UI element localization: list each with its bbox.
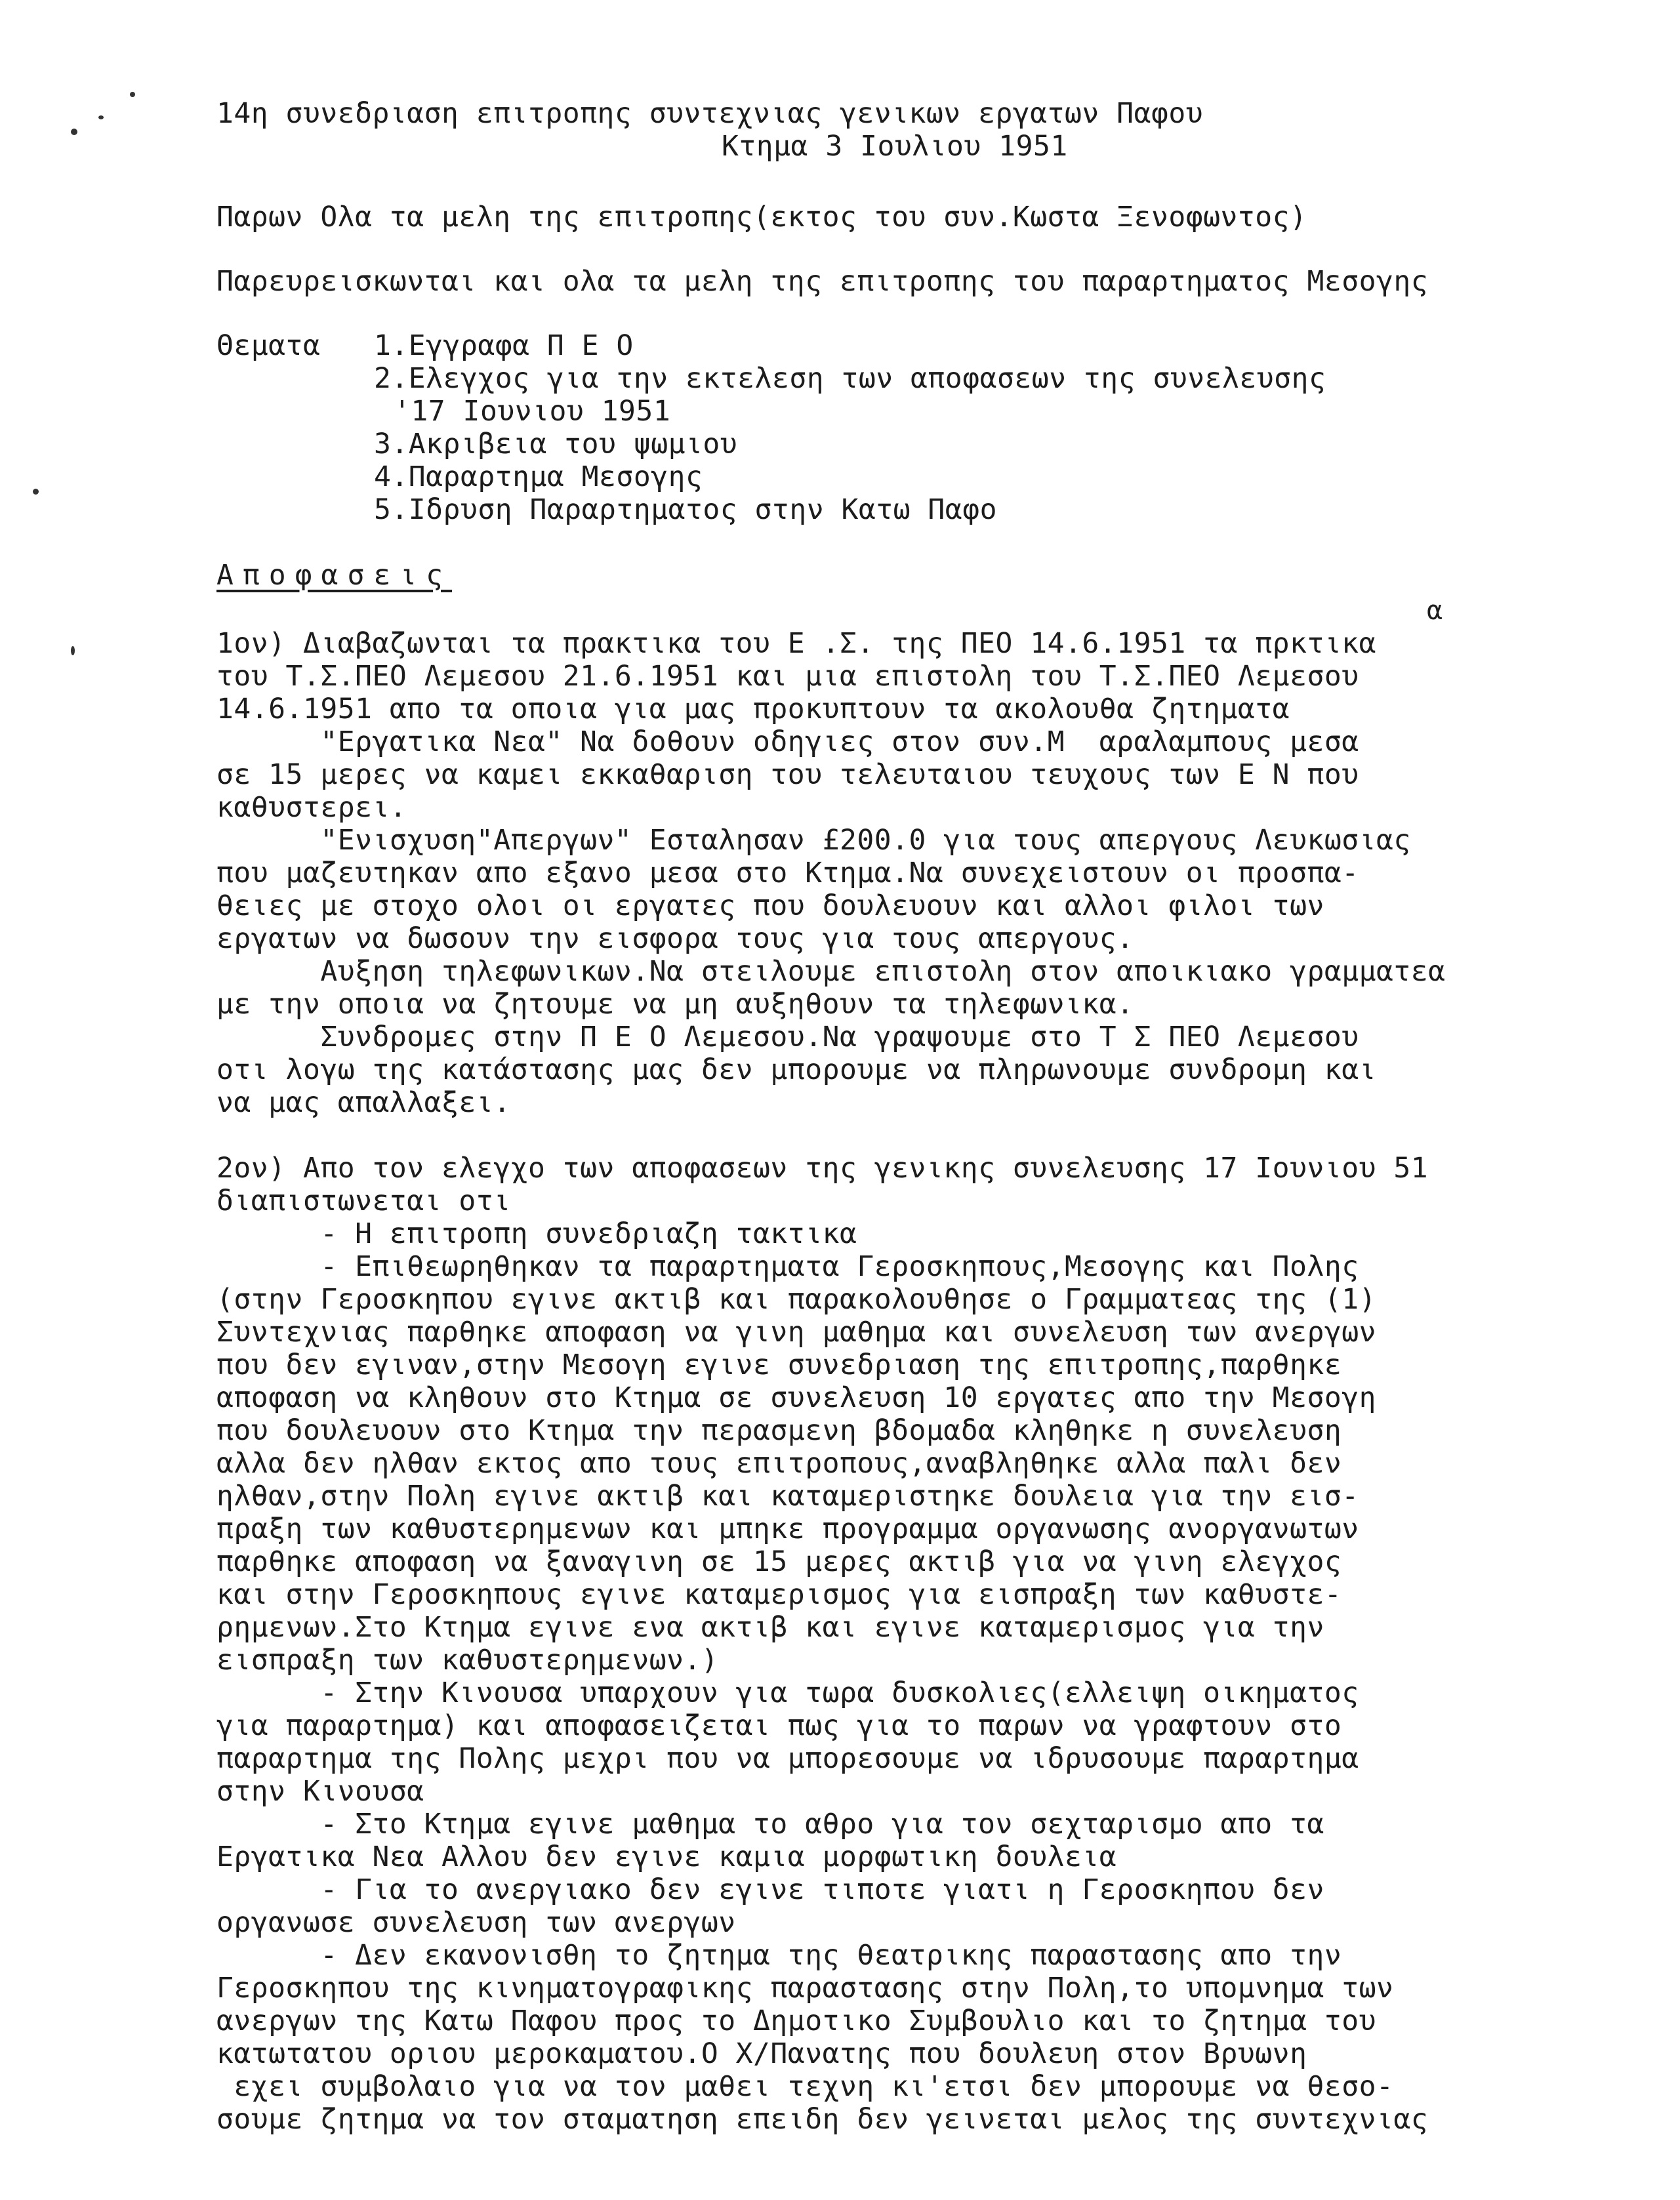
section2-line: σουμε ζητημα να τον σταματηση επειδη δεν γεινεται μελος της συντεχνιας — [216, 2103, 1429, 2136]
section1-line: του Τ.Σ.ΠΕΟ Λεμεσου 21.6.1951 και μια επιστολη του Τ.Σ.ΠΕΟ Λεμεσου — [216, 660, 1359, 693]
agenda-label: Θεματα — [216, 329, 321, 362]
section1-line: 14.6.1951 απο τα οποια για μας προκυπτουν τα ακολουθα ζητηματα — [216, 693, 1290, 725]
section1-line: καθυστερει. — [216, 791, 407, 824]
section1-line: θειες με στοχο ολοι οι εργατες που δουλευουν και αλλοι φιλοι των — [216, 889, 1324, 922]
agenda-item: 3.Ακριβεια του ψωμιου — [374, 428, 738, 460]
scan-speck — [71, 129, 77, 135]
section1-line: σε 15 μερες να καμει εκκαθαριση του τελευταιου τευχους των Ε Ν που — [216, 758, 1359, 791]
section2-line: - Δεν εκανονισθη το ζητημα της θεατρικης παραστασης απο την — [216, 1939, 1342, 1972]
section2-line: - Για το ανεργιακο δεν εγινε τιποτε γιατι η Γεροσκηπου δεν — [216, 1873, 1324, 1906]
section2-line: που δεν εγιναν,στην Μεσογη εγινε συνεδριαση της επιτροπης,παρθηκε — [216, 1349, 1342, 1381]
section2-line: πραξη των καθυστερημενων και μπηκε προγραμμα οργανωσης ανοργανωτων — [216, 1513, 1359, 1545]
section2-line: (στην Γεροσκηπου εγινε ακτιβ και παρακολουθησε ο Γραμματεας της (1) — [216, 1283, 1377, 1316]
section1-line: 1ον) Διαβαζωνται τα πρακτικα του Ε .Σ. της ΠΕΟ 14.6.1951 τα πρκτικα — [216, 627, 1377, 660]
section1-line: εργατων να δωσουν την εισφορα τους για τους απεργους. — [216, 922, 1134, 955]
section2-line: 2ον) Απο τον ελεγχο των αποφασεων της γενικης συνελευσης 17 Ιουνιου 51 — [216, 1152, 1429, 1185]
section2-line: κατωτατου οριου μεροκαματου.Ο Χ/Πανατης που δουλευη στον Βρυωνη — [216, 2037, 1307, 2070]
attendance-also-present: Παρευρεισκωνται και ολα τα μελη της επιτροπης του παραρτηματος Μεσογης — [216, 265, 1429, 298]
section2-line: - Στην Κινουσα υπαρχουν για τωρα δυσκολιες(ελλειψη οικηματος — [216, 1677, 1359, 1709]
agenda-item: 2.Ελεγχος για την εκτελεση των αποφασεων της συνελευσης — [374, 362, 1326, 395]
document-title: 14η συνεδριαση επιτροπης συντεχνιας γενικων εργατων Παφου — [216, 97, 1204, 130]
agenda-item: 1.Εγγραφα Π Ε Ο — [374, 329, 634, 362]
section2-line: αλλα δεν ηλθαν εκτος απο τους επιτροπους,αναβληθηκε αλλα παλι δεν — [216, 1447, 1342, 1480]
attendance-present: Παρων Ολα τα μελη της επιτροπης(εκτος του συν.Κωστα Ξενοφωντος) — [216, 201, 1307, 234]
section2-line: παραρτημα της Πολης μεχρι που να μπορεσουμε να ιδρυσουμε παραρτημα — [216, 1742, 1359, 1775]
section2-line: οργανωσε συνελευση των ανεργων — [216, 1906, 736, 1939]
scan-speck — [98, 115, 104, 119]
section1-line: που μαζευτηκαν απο εξανο μεσα στο Κτημα.Να συνεχειστουν οι προσπα- — [216, 857, 1359, 889]
marginal-note: α — [1427, 596, 1443, 626]
section1-line: "Ενισχυση"Απεργων" Εσταλησαν £200.0 για τους απεργους Λευκωσιας — [216, 824, 1411, 857]
section1-line: "Εργατικα Νεα" Να δοθουν οδηγιες στον συν.Μ αραλαμπους μεσα — [216, 725, 1359, 758]
section2-line: Συντεχνιας παρθηκε αποφαση να γινη μαθημα και συνελευση των ανεργων — [216, 1316, 1377, 1349]
section2-line: ανεργων της Κατω Παφου προς το Δημοτικο Συμβουλιο και το ζητημα του — [216, 2005, 1377, 2037]
section2-line: εχει συμβολαιο για να τον μαθει τεχνη κι'ετσι δεν μπορουμε να θεσο- — [216, 2070, 1394, 2103]
section2-line: Εργατικα Νεα Αλλου δεν εγινε καμια μορφωτικη δουλεια — [216, 1841, 1117, 1873]
section2-line: στην Κινουσα — [216, 1775, 424, 1808]
section2-line: για παραρτημα) και αποφασειζεται πως για το παρων να γραφτουν στο — [216, 1709, 1342, 1742]
section2-line: Γεροσκηπου της κινηματογραφικης παραστασης στην Πολη,το υπομνημα των — [216, 1972, 1394, 2005]
section1-line: Αυξηση τηλεφωνικων.Να στειλουμε επιστολη στον αποικιακο γραμματεα — [216, 955, 1446, 988]
section2-line: ρημενων.Στο Κτημα εγινε ενα ακτιβ και εγινε καταμερισμος για την — [216, 1611, 1324, 1644]
section2-line: ηλθαν,στην Πολη εγινε ακτιβ και καταμεριστηκε δουλεια για την εισ- — [216, 1480, 1359, 1513]
section2-line: διαπιστωνεται οτι — [216, 1185, 511, 1217]
section1-line: Συνδρομες στην Π Ε Ο Λεμεσου.Να γραψουμε στο Τ Σ ΠΕΟ Λεμεσου — [216, 1021, 1359, 1053]
document-date: Κτημα 3 Ιουλιου 1951 — [722, 130, 1068, 163]
section1-line: με την οποια να ζητουμε να μη αυξηθουν τα τηλεφωνικα. — [216, 988, 1134, 1021]
section2-line: και στην Γεροσκηπους εγινε καταμερισμος για εισπραξη των καθυστε- — [216, 1578, 1342, 1611]
section1-line: να μας απαλλαξει. — [216, 1086, 511, 1119]
section2-line: - Στο Κτημα εγινε μαθημα το αθρο για τον σεχταρισμο απο τα — [216, 1808, 1324, 1841]
section2-line: - Η επιτροπη συνεδριαζη τακτικα — [216, 1217, 857, 1250]
scan-speck — [130, 92, 135, 97]
section2-line: - Επιθεωρηθηκαν τα παραρτηματα Γεροσκηπους,Μεσογης και Πολης — [216, 1250, 1359, 1283]
section2-line: που δουλευουν στο Κτημα την περασμενη βδομαδα κληθηκε η συνελευση — [216, 1414, 1342, 1447]
scan-speck — [33, 489, 39, 495]
section2-line: παρθηκε αποφαση να ξαναγινη σε 15 μερες ακτιβ για να γινη ελεγχος — [216, 1545, 1342, 1578]
section2-line: αποφαση να κληθουν στο Κτημα σε συνελευση 10 εργατες απο την Μεσογη — [216, 1381, 1377, 1414]
scan-speck — [71, 646, 75, 655]
section1-line: οτι λογω της κατάστασης μας δεν μπορουμε να πληρωνουμε συνδρομη και — [216, 1053, 1377, 1086]
agenda-item: 4.Παραρτημα Μεσογης — [374, 460, 703, 493]
decisions-heading: Αποφασεις — [216, 559, 452, 592]
agenda-item: '17 Ιουνιου 1951 — [394, 395, 671, 428]
agenda-item: 5.Ιδρυση Παραρτηματος στην Κατω Παφο — [374, 493, 997, 526]
section2-line: εισπραξη των καθυστερημενων.) — [216, 1644, 719, 1677]
